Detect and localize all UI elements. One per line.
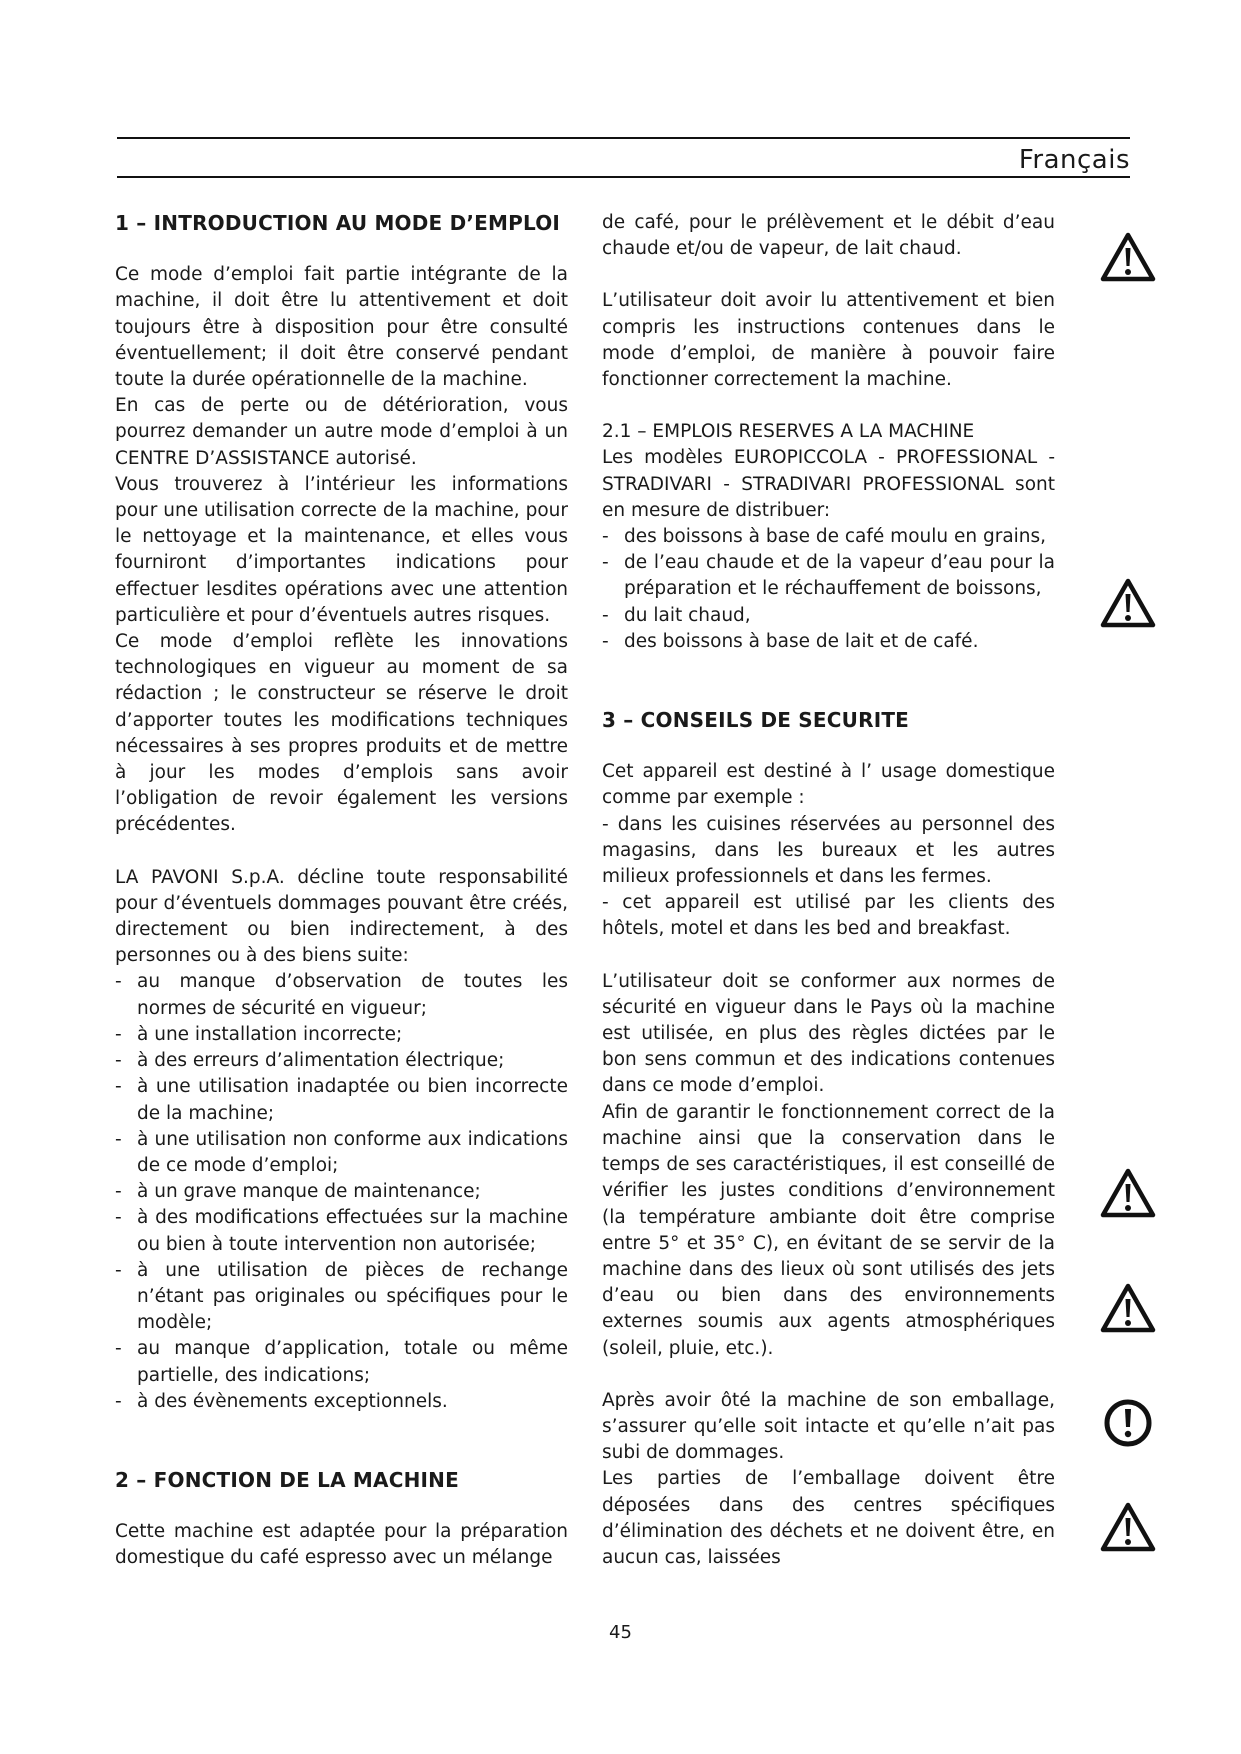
section-1-paragraph: Ce mode d’emploi fait partie intégrante de la machine, il doit être lu attentivement et doit toujours être à disposition pour être consulté éventuellement; il doit être conservé pendant toute la durée opérationnelle de la machine. — [115, 264, 568, 391]
left-column — [115, 210, 568, 1572]
page-number: 45 — [609, 1622, 632, 1643]
section-3-paragraph: Les parties de l’emballage doivent être déposées dans des centres spécifiques d’élimination des déchets et ne doivent être, en aucun cas, laissées — [602, 1468, 1055, 1568]
list-item: - à une utilisation inadaptée ou bien incorrecte de la machine; — [115, 1076, 568, 1124]
list-item: - à une installation incorrecte; — [115, 1023, 403, 1045]
section-2-1-paragraph: Les modèles EUROPICCOLA - PROFESSIONAL - STRADIVARI - STRADIVARI PROFESSIONAL sont en mesure de distribuer: — [602, 447, 1055, 521]
language-label: Français — [1018, 145, 1130, 175]
list-item: - à des évènements exceptionnels. — [115, 1390, 448, 1412]
section-2-title: 2 – FONCTION DE LA MACHINE — [115, 1467, 459, 1492]
section-2-1-title: 2.1 – EMPLOIS RESERVES A LA MACHINE — [602, 421, 975, 443]
section-1-paragraph: Vous trouverez à l’intérieur les informations pour une utilisation correcte de la machine, pour le nettoyage et la maintenance, et elles vous fourniront d’importantes indications pour effectuer lesdites opérations avec une attention particulière et pour d’éventuels autres risques. — [115, 473, 568, 626]
section-1-paragraph: Ce mode d’emploi reflète les innovations technologiques en vigueur au moment de sa rédaction ; le constructeur se réserve le droit d’apporter toutes les modifications techniques nécessaires à ses propres produits et de mettre à jour les modes d’emplois sans avoir l’obligation de revoir également les versions précédentes. — [115, 631, 568, 836]
liability-list — [115, 969, 568, 1414]
warning-triangle-icon — [1100, 1502, 1156, 1552]
warning-triangle-icon — [1100, 232, 1156, 282]
warning-triangle-icon — [1100, 1283, 1156, 1333]
list-item: - de l’eau chaude et de la vapeur d’eau pour la préparation et le réchauffement de boissons, — [602, 552, 1055, 600]
section-1-title: 1 – INTRODUCTION AU MODE D’EMPLOI — [115, 211, 561, 235]
list-item: - à un grave manque de maintenance; — [115, 1181, 481, 1203]
section-2-paragraph: Cette machine est adaptée pour la préparation domestique du café espresso avec un mélange — [115, 1521, 568, 1569]
section-2-paragraph: L’utilisateur doit avoir lu attentivement et bien compris les instructions contenues dans le mode d’emploi, de manière à pouvoir faire fonctionner correctement la machine. — [602, 290, 1055, 391]
list-item: - du lait chaud, — [602, 604, 751, 626]
list-item: - à une utilisation non conforme aux indications de ce mode d’emploi; — [115, 1128, 568, 1176]
section-3-paragraph: - dans les cuisines réservées au personnel des magasins, dans les bureaux et les autres milieux professionnels et dans les fermes. — [602, 813, 1055, 888]
warning-triangle-icon — [1100, 1168, 1156, 1218]
warning-triangle-icon — [1100, 578, 1156, 628]
mandatory-circle-icon — [1100, 1398, 1156, 1448]
list-item: - à une utilisation de pièces de rechange n’étant pas originales ou spécifiques pour le modèle; — [115, 1259, 568, 1334]
section-3-paragraph: Afin de garantir le fonctionnement correct de la machine ainsi que la conservation dans le temps de ses caractéristiques, il est conseillé de vérifier les justes conditions d’environnement (la température ambiante doit être comprise entre 5° et 35° C), en évitant de se servir de la machine dans des lieux où sont utilisés des jets d’eau ou bien dans des environnements externes soumis aux agents atmosphériques (soleil, pluie, etc.). — [602, 1101, 1055, 1359]
section-3-paragraph: L’utilisateur doit se conformer aux normes de sécurité en vigueur dans le Pays où la machine est utilisée, en plus des règles dictées par le bon sens commun et des indications contenues dans ce mode d’emploi. — [602, 970, 1055, 1097]
list-item: - à des erreurs d’alimentation électrique; — [115, 1050, 505, 1072]
section-3-paragraph: Après avoir ôté la machine de son emballage, s’assurer qu’elle soit intacte et qu’elle n’ait pas subi de dommages. — [602, 1389, 1055, 1464]
right-column — [602, 210, 1055, 1571]
section-2-paragraph-continued: de café, pour le prélèvement et le débit d’eau chaude et/ou de vapeur, de lait chaud. — [602, 212, 1055, 260]
list-item: - des boissons à base de lait et de café. — [602, 630, 979, 652]
list-item: - au manque d’observation de toutes les normes de sécurité en vigueur; — [115, 971, 568, 1019]
section-3-paragraph: Cet appareil est destiné à l’ usage domestique comme par exemple : — [602, 761, 1055, 809]
list-item: - à des modifications effectuées sur la machine ou bien à toute intervention non autorisée; — [115, 1207, 568, 1255]
section-3-title: 3 – CONSEILS DE SECURITE — [602, 708, 910, 733]
header-rule-bottom — [117, 176, 1130, 178]
list-item: - au manque d’application, totale ou même partielle, des indications; — [115, 1338, 568, 1386]
header-rule-top — [117, 137, 1130, 139]
liability-paragraph: LA PAVONI S.p.A. décline toute responsabilité pour d’éventuels dommages pouvant être créés, directement ou bien indirectement, à des personnes ou à des biens suite: — [115, 866, 568, 967]
uses-list — [602, 524, 1055, 655]
list-item: - des boissons à base de café moulu en grains, — [602, 526, 1047, 548]
section-1-paragraph: En cas de perte ou de détérioration, vous pourrez demander un autre mode d’emploi à un CENTRE D’ASSISTANCE autorisé. — [115, 395, 568, 469]
section-3-paragraph: - cet appareil est utilisé par les clients des hôtels, motel et dans les bed and breakfast. — [602, 892, 1055, 940]
